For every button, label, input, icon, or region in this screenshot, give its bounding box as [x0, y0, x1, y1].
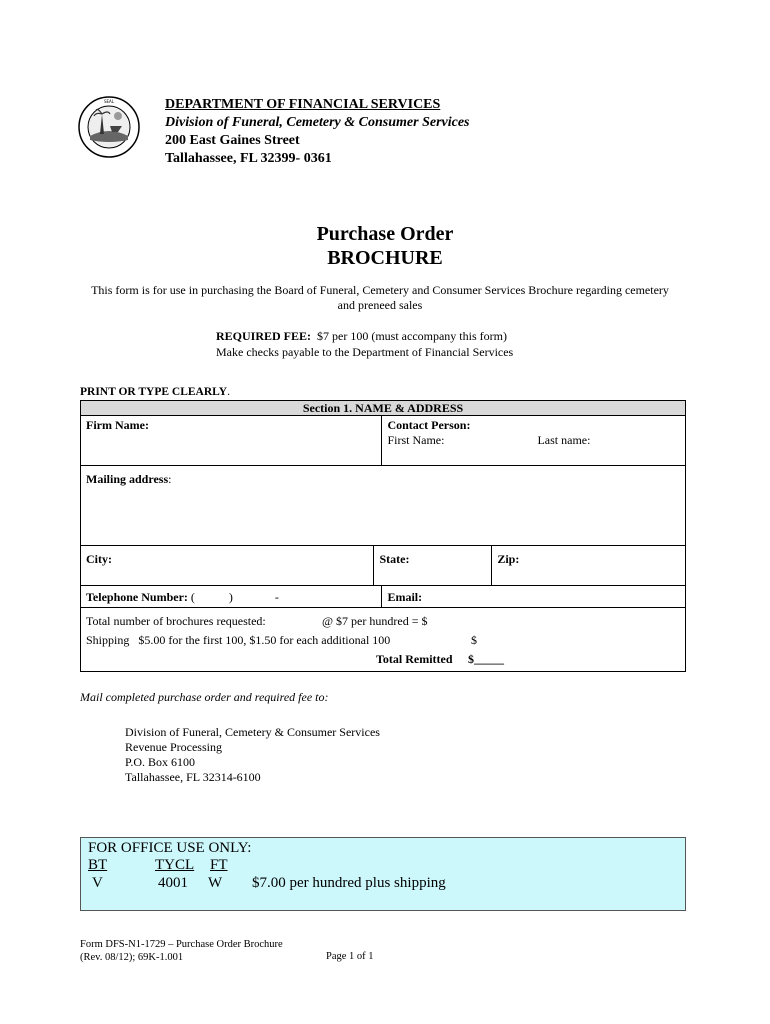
first-name-label: First Name:	[387, 433, 445, 447]
telephone-label: Telephone Number:	[86, 590, 188, 604]
street-address: 200 East Gaines Street	[165, 133, 300, 148]
telephone-paren-close: )	[228, 590, 233, 604]
fee-block	[216, 328, 513, 360]
mailing-colon: :	[168, 472, 172, 486]
division-name: Division of Funeral, Cemetery & Consumer Services	[165, 115, 470, 130]
agency-header	[165, 96, 470, 168]
ft-label: FT	[210, 857, 228, 873]
title-line1: Purchase Order	[316, 223, 454, 245]
email-field[interactable]	[382, 586, 686, 608]
form-revision: (Rev. 08/12); 69K-1.001	[80, 952, 184, 963]
section1-header: Section 1. NAME & ADDRESS	[81, 401, 686, 416]
checks-payable: Make checks payable to the Department of Financial Services	[216, 345, 514, 359]
city-address: Tallahassee, FL 32399- 0361	[165, 151, 332, 166]
telephone-field[interactable]	[81, 586, 382, 608]
intro-text: This form is for use in purchasing the Board of Funeral, Cemetery and Consumer Services Brochure regarding cemetery and preneed sales	[91, 283, 669, 312]
shipping-text: $5.00 for the first 100, $1.50 for each additional 100	[138, 633, 391, 647]
telephone-paren-open: (	[190, 590, 195, 604]
city-field[interactable]	[81, 546, 374, 586]
telephone-dash: -	[274, 590, 279, 604]
total-brochures-label: Total number of brochures requested:	[86, 614, 266, 628]
last-name-label: Last name:	[537, 433, 591, 447]
page-title	[0, 222, 770, 270]
state-label: State:	[379, 552, 410, 566]
fee-label: REQUIRED FEE:	[216, 329, 312, 343]
title-line2: BROCHURE	[327, 247, 443, 269]
total-remitted-label: Total Remitted	[376, 652, 453, 666]
fee-amount: $7 per 100 (must accompany this form)	[317, 329, 507, 343]
page-number: Page 1 of 1	[326, 951, 374, 962]
ft-value: W	[208, 875, 223, 891]
svg-text:SEAL: SEAL	[103, 99, 115, 104]
form-id: Form DFS-N1-1729 – Purchase Order Brochure	[80, 939, 283, 950]
city-label: City:	[86, 552, 112, 566]
zip-label: Zip:	[497, 552, 520, 566]
shipping-label: Shipping	[86, 633, 130, 647]
contact-person-field[interactable]	[382, 416, 686, 466]
bt-value: V	[92, 875, 103, 891]
mail-line3: P.O. Box 6100	[125, 755, 196, 769]
order-totals-block	[81, 608, 686, 672]
form-footer	[80, 938, 283, 964]
mail-instructions: Mail completed purchase order and required fee to:	[80, 690, 329, 704]
contact-person-label: Contact Person:	[387, 418, 471, 432]
office-use-box	[80, 837, 686, 911]
firm-name-label: Firm Name:	[86, 418, 149, 432]
firm-name-field[interactable]	[81, 416, 382, 466]
mailing-destination	[125, 725, 380, 785]
mailing-address-field[interactable]	[81, 466, 686, 546]
print-instruction	[80, 386, 230, 398]
mail-line4: Tallahassee, FL 32314-6100	[125, 770, 261, 784]
mailing-address-label: Mailing address	[86, 472, 169, 486]
per-hundred-label: @ $7 per hundred = $	[322, 614, 428, 628]
office-use-title: FOR OFFICE USE ONLY:	[88, 840, 252, 856]
email-label: Email:	[387, 590, 423, 604]
order-form-table	[80, 400, 686, 672]
print-period: .	[227, 386, 230, 398]
office-note: $7.00 per hundred plus shipping	[252, 875, 446, 891]
total-remitted-value: $_____	[468, 652, 504, 666]
mail-line1: Division of Funeral, Cemetery & Consumer Services	[125, 725, 380, 739]
tycl-label: TYCL	[155, 857, 195, 873]
tycl-value: 4001	[158, 875, 188, 891]
mail-line2: Revenue Processing	[125, 740, 222, 754]
bt-label: BT	[88, 857, 108, 873]
state-field[interactable]	[374, 546, 492, 586]
department-name: DEPARTMENT OF FINANCIAL SERVICES	[165, 97, 441, 112]
zip-field[interactable]	[492, 546, 686, 586]
shipping-dollar: $	[471, 633, 477, 647]
florida-seal-logo	[78, 96, 140, 158]
print-label: PRINT OR TYPE CLEARLY	[80, 386, 228, 398]
